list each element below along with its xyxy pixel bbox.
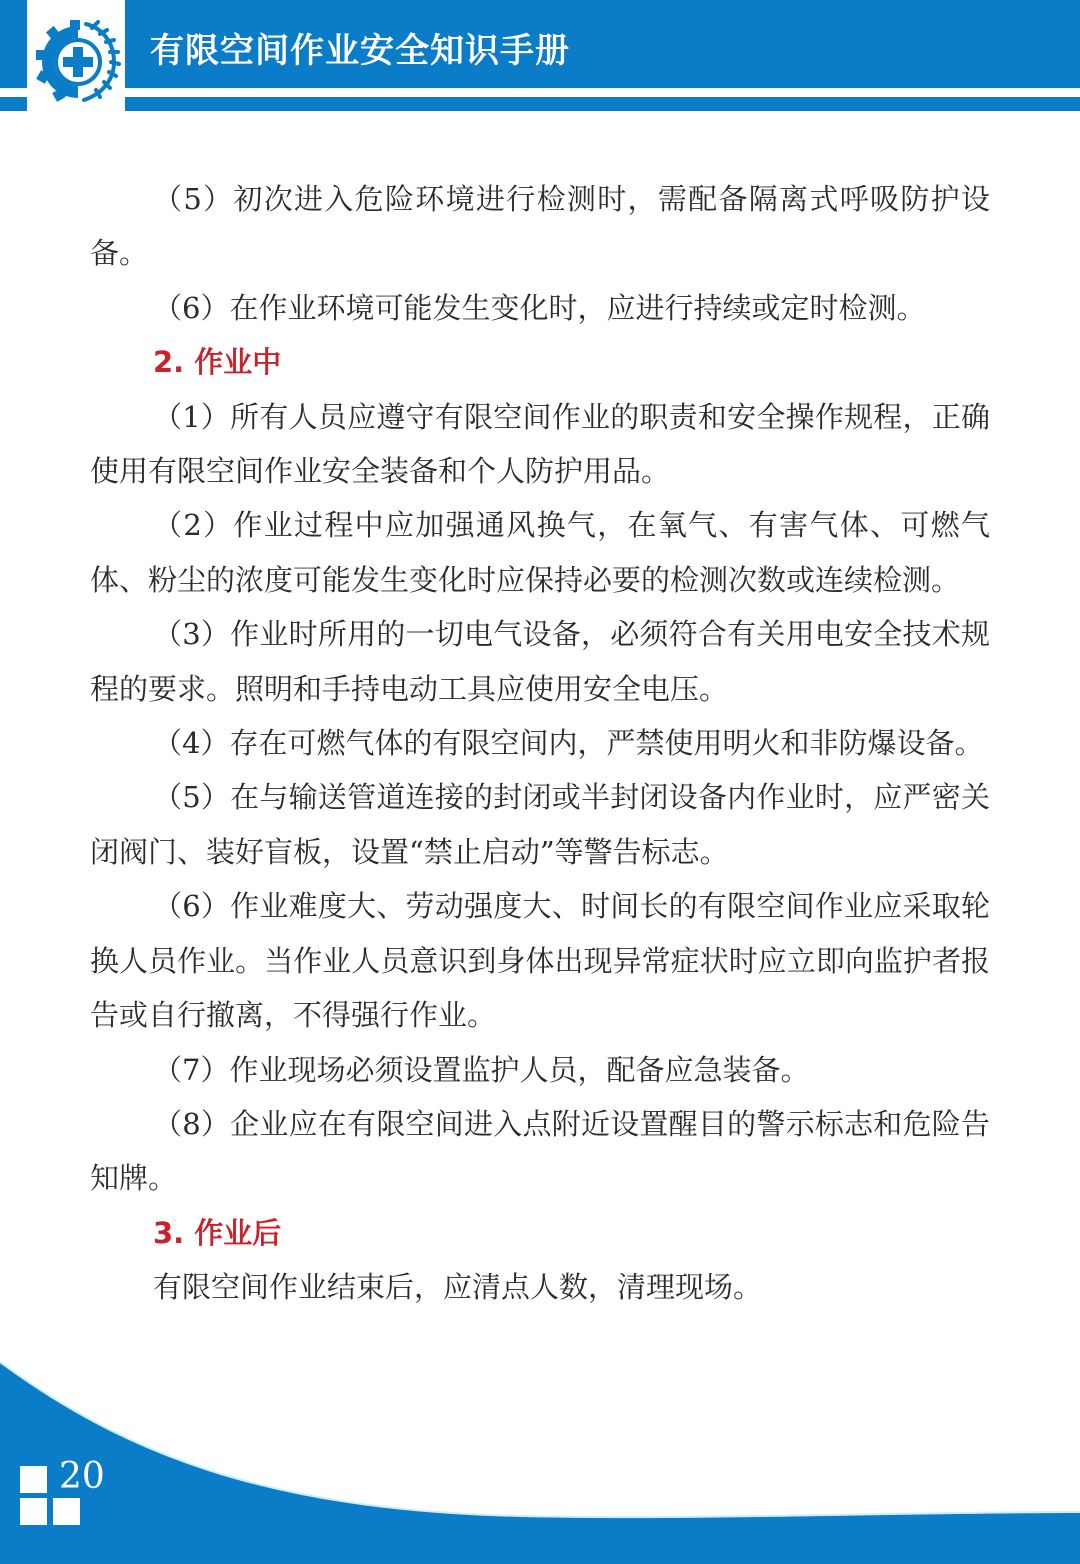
paragraph: （6）作业难度大、劳动强度大、时间长的有限空间作业应采取轮换人员作业。当作业人员意识到身体出现异常症状时应立即向监护者报告或自行撤离，不得强行作业。 <box>90 889 990 1033</box>
paragraph: （6）在作业环境可能发生变化时，应进行持续或定时检测。 <box>153 290 926 325</box>
paragraph: （8）企业应在有限空间进入点附近设置醒目的警示标志和危险告知牌。 <box>90 1106 990 1196</box>
page-content <box>90 172 990 1315</box>
paragraph: （2）作业过程中应加强通风换气，在氧气、有害气体、可燃气体、粉尘的浓度可能发生变化时应保持必要的检测次数或连续检测。 <box>90 508 990 597</box>
header-rule-left <box>0 97 27 111</box>
footer-wave <box>0 1340 1080 1564</box>
paragraph: （4）存在可燃气体的有限空间内，严禁使用明火和非防爆设备。 <box>153 726 984 761</box>
page-number: 20 <box>59 1456 105 1497</box>
paragraph: 有限空间作业结束后，应清点人数，清理现场。 <box>153 1270 763 1305</box>
paragraph: （1）所有人员应遵守有限空间作业的职责和安全操作规程，正确使用有限空间作业安全装备和个人防护用品。 <box>90 399 990 489</box>
header-rule-right <box>125 97 1080 111</box>
paragraph: （5）初次进入危险环境进行检测时，需配备隔离式呼吸防护设备。 <box>90 182 990 271</box>
manual-title: 有限空间作业安全知识手册 <box>150 31 570 71</box>
paragraph: （3）作业时所用的一切电气设备，必须符合有关用电安全技术规程的要求。照明和手持电动工具应使用安全电压。 <box>90 617 990 706</box>
header-left-strip <box>0 0 27 88</box>
paragraph: （5）在与输送管道连接的封闭或半封闭设备内作业时，应严密关闭阀门、装好盲板，设置“禁止启动”等警告标志。 <box>90 780 990 869</box>
safety-gear-cross-icon <box>30 14 126 110</box>
section-heading: 3. 作业后 <box>153 1215 282 1250</box>
section-heading: 2. 作业中 <box>153 345 282 380</box>
paragraph: （7）作业现场必须设置监护人员，配备应急装备。 <box>153 1052 810 1087</box>
